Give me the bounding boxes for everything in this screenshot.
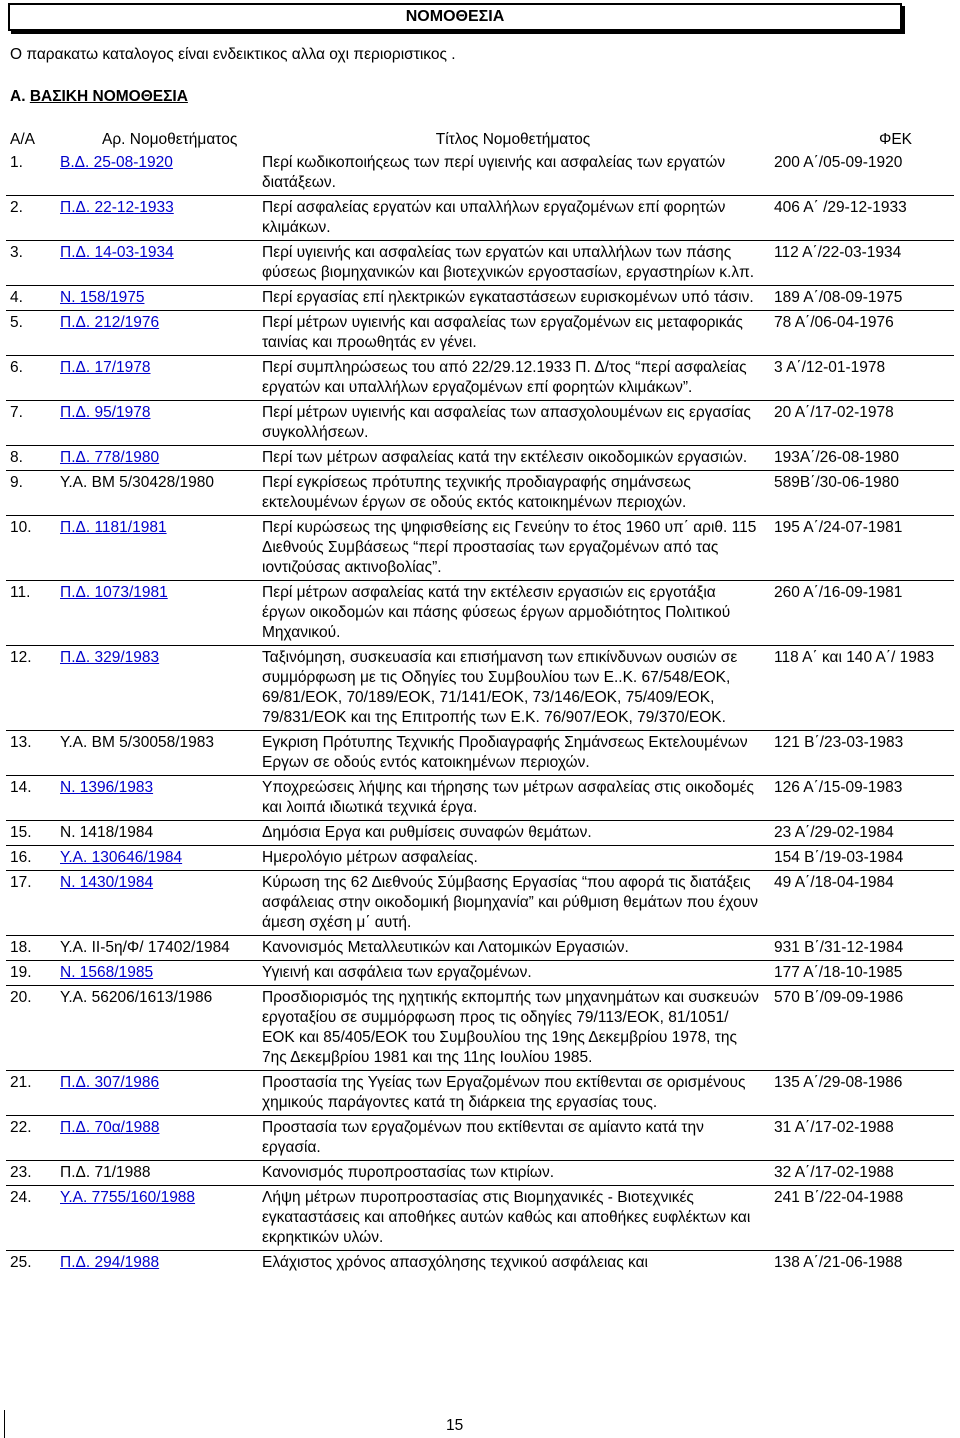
- table-row: [6, 776, 954, 821]
- row-title: Περί εγκρίσεως πρότυπης τεχνικής προδιαγραφής σημάνσεως εκτελουμένων έργων σε οδούς εκτός κατοικημένων περιοχών.: [258, 471, 768, 516]
- reference-text: Υ.Α. ΒΜ 5/30058/1983: [60, 734, 214, 751]
- row-reference: [58, 1251, 258, 1276]
- reference-text: Υ.Α. 56206/1613/1986: [60, 989, 213, 1006]
- page-number: 15: [446, 1417, 464, 1434]
- row-reference: [58, 471, 258, 516]
- row-title: Κανονισμός πυροπροστασίας των κτιρίων.: [258, 1161, 768, 1186]
- row-fek: 3 Α΄/12-01-1978: [768, 356, 954, 401]
- table-body: [6, 151, 954, 1275]
- row-fek: 154 Β΄/19-03-1984: [768, 846, 954, 871]
- table-row: [6, 1251, 954, 1276]
- row-fek: 406 Α΄ /29-12-1933: [768, 196, 954, 241]
- table-row: [6, 446, 954, 471]
- row-reference: [58, 1116, 258, 1161]
- row-number: 22.: [6, 1116, 58, 1161]
- page-title: ΝΟΜΟΘΕΣΙΑ: [8, 3, 902, 31]
- row-fek: 121 Β΄/23-03-1983: [768, 731, 954, 776]
- header-ref: Αρ. Νομοθετήματος: [102, 131, 238, 148]
- row-fek: 177 Α΄/18-10-1985: [768, 961, 954, 986]
- table-row: [6, 936, 954, 961]
- row-number: 10.: [6, 516, 58, 581]
- table-row: [6, 471, 954, 516]
- reference-link[interactable]: Π.Δ. 778/1980: [60, 449, 160, 466]
- row-number: 5.: [6, 311, 58, 356]
- row-number: 2.: [6, 196, 58, 241]
- row-reference: [58, 196, 258, 241]
- row-reference: [58, 241, 258, 286]
- row-fek: 570 Β΄/09-09-1986: [768, 986, 954, 1071]
- reference-link[interactable]: Π.Δ. 1181/1981: [60, 519, 167, 536]
- row-fek: 193Α΄/26-08-1980: [768, 446, 954, 471]
- row-fek: 260 Α΄/16-09-1981: [768, 581, 954, 646]
- row-number: 18.: [6, 936, 58, 961]
- row-number: 17.: [6, 871, 58, 936]
- reference-link[interactable]: Π.Δ. 329/1983: [60, 649, 160, 666]
- row-title: Περί υγιεινής και ασφαλείας των εργατών και υπαλλήλων των πάσης φύσεως βιομηχανικών και βιοτεχνικών εργοστασίων, εργαστηρίων κ.λπ.: [258, 241, 768, 286]
- row-title: Δημόσια Εργα και ρυθμίσεις συναφών θεμάτων.: [258, 821, 768, 846]
- row-reference: [58, 776, 258, 821]
- table-row: [6, 581, 954, 646]
- row-title: Προστασία των εργαζομένων που εκτίθενται σε αμίαντο κατά την εργασία.: [258, 1116, 768, 1161]
- row-fek: 49 Α΄/18-04-1984: [768, 871, 954, 936]
- row-fek: 138 Α΄/21-06-1988: [768, 1251, 954, 1276]
- table-row: [6, 516, 954, 581]
- row-title: Περί ασφαλείας εργατών και υπαλλήλων εργαζομένων επί φορητών κλιμάκων.: [258, 196, 768, 241]
- row-fek: 20 Α΄/17-02-1978: [768, 401, 954, 446]
- row-fek: 589Β΄/30-06-1980: [768, 471, 954, 516]
- reference-text: Ν. 1418/1984: [60, 824, 154, 841]
- row-number: 25.: [6, 1251, 58, 1276]
- reference-link[interactable]: Ν. 1430/1984: [60, 874, 154, 891]
- row-title: Εγκριση Πρότυπης Τεχνικής Προδιαγραφής Σημάνσεως Εκτελουμένων Εργων σε οδούς εντός κατοικημένων περιοχών.: [258, 731, 768, 776]
- row-title: Λήψη μέτρων πυροπροστασίας στις Βιομηχανικές - Βιοτεχνικές εγκαταστάσεις και αποθήκες αυτών καθώς και αποθήκες ευφλέκτων και εκρηκτικών υλών.: [258, 1186, 768, 1251]
- row-number: 3.: [6, 241, 58, 286]
- row-fek: 200 Α΄/05-09-1920: [774, 154, 903, 171]
- table-row: [6, 1116, 954, 1161]
- row-reference: [58, 356, 258, 401]
- section-heading: [10, 88, 188, 106]
- table-row: [6, 646, 954, 731]
- reference-link[interactable]: Π.Δ. 294/1988: [60, 1254, 160, 1271]
- row-reference: [58, 1071, 258, 1116]
- reference-link[interactable]: Ν. 1396/1983: [60, 779, 154, 796]
- row-number: 11.: [6, 581, 58, 646]
- intro-text: Ο παρακατω καταλογος είναι ενδεικτικος αλλα οχι περιοριστικος .: [10, 46, 456, 63]
- table-row: [6, 196, 954, 241]
- row-title: Περί κυρώσεως της ψηφισθείσης εις Γενεύην το έτος 1960 υπ΄ αριθ. 115 Διεθνούς Συμβάσεως “περί προστασίας των εργαζομένων από τας ιοντιζούσας ακτινοβολίας”.: [258, 516, 768, 581]
- table-row: [6, 356, 954, 401]
- row-number: 4.: [6, 286, 58, 311]
- table-row: [6, 1186, 954, 1251]
- row-title: Περί κωδικοποιήςεως των περί υγιεινής και ασφαλείας των εργατών διατάξεων.: [262, 154, 726, 191]
- table-row: [6, 241, 954, 286]
- row-number: 20.: [6, 986, 58, 1071]
- reference-link[interactable]: Υ.Α. 7755/160/1988: [60, 1189, 196, 1206]
- table-row: [6, 961, 954, 986]
- table-row: [6, 821, 954, 846]
- row-number: 13.: [6, 731, 58, 776]
- row-number: 15.: [6, 821, 58, 846]
- reference-text: Π.Δ. 71/1988: [60, 1164, 151, 1181]
- row-number: 14.: [6, 776, 58, 821]
- row-number: 9.: [6, 471, 58, 516]
- row-fek: 32 Α΄/17-02-1988: [768, 1161, 954, 1186]
- reference-link[interactable]: Π.Δ. 1073/1981: [60, 584, 168, 601]
- header-fek: ΦΕΚ: [878, 131, 912, 148]
- row-number: 24.: [6, 1186, 58, 1251]
- table-row: [6, 846, 954, 871]
- reference-link[interactable]: Π.Δ. 95/1978: [60, 404, 151, 421]
- row-fek: 126 Α΄/15-09-1983: [768, 776, 954, 821]
- row-reference: [58, 936, 258, 961]
- row-number: 16.: [6, 846, 58, 871]
- row-number: 21.: [6, 1071, 58, 1116]
- reference-link[interactable]: Β.Δ. 25-08-1920: [60, 154, 173, 171]
- row-fek: 241 Β΄/22-04-1988: [768, 1186, 954, 1251]
- row-number: 19.: [6, 961, 58, 986]
- row-fek: 118 Α΄ και 140 Α΄/ 1983: [768, 646, 954, 731]
- row-title: Υγιεινή και ασφάλεια των εργαζομένων.: [258, 961, 768, 986]
- table-row: [6, 1071, 954, 1116]
- reference-link[interactable]: Π.Δ. 70α/1988: [60, 1119, 160, 1136]
- row-number: 8.: [6, 446, 58, 471]
- row-reference: [58, 821, 258, 846]
- legislation-table: [6, 129, 954, 1275]
- row-title: Προσδιορισμός της ηχητικής εκπομπής των μηχανημάτων και συσκευών εργοταξίου σε συμμόρφωση προς τις οδηγίες 79/113/ΕΟΚ, 81/1051/ΕΟΚ και 85/405/ΕΟΚ του Συμβουλίου της 19ης Δεκεμβρίου 1978, της 7ης Δεκεμβρίου 1981 και της 11ης Ιουλίου 1985.: [258, 986, 768, 1071]
- row-reference: [58, 581, 258, 646]
- row-title: Κύρωση της 62 Διεθνούς Σύμβασης Εργασίας “που αφορά τις διατάξεις ασφάλειας στην οικοδομική βιομηχανία” και ρύθμιση θεμάτων που έχουν άμεση σχέση μ΄ αυτή.: [258, 871, 768, 936]
- reference-link[interactable]: Ν. 1568/1985: [60, 964, 154, 981]
- row-fek: 195 Α΄/24-07-1981: [768, 516, 954, 581]
- reference-text: Υ.Α. ΒΜ 5/30428/1980: [60, 474, 214, 491]
- row-reference: [58, 1161, 258, 1186]
- row-number: 12.: [6, 646, 58, 731]
- row-fek: 189 Α΄/08-09-1975: [768, 286, 954, 311]
- row-title: Κανονισμός Μεταλλευτικών και Λατομικών Εργασιών.: [258, 936, 768, 961]
- reference-link[interactable]: Ν. 158/1975: [60, 289, 145, 306]
- header-num: Α/Α: [10, 131, 35, 148]
- row-title: Περί συμπληρώσεως του από 22/29.12.1933 Π. Δ/τος “περί ασφαλείας εργατών και υπαλλήλων εργαζομένων επί φορητών κλιμάκων”.: [258, 356, 768, 401]
- reference-link[interactable]: Π.Δ. 17/1978: [60, 359, 151, 376]
- row-title: Ελάχιστος χρόνος απασχόλησης τεχνικού ασφάλειας και: [258, 1251, 768, 1276]
- row-reference: [58, 1186, 258, 1251]
- reference-link[interactable]: Π.Δ. 14-03-1934: [60, 244, 174, 261]
- row-number: 7.: [6, 401, 58, 446]
- reference-link[interactable]: Π.Δ. 22-12-1933: [60, 199, 174, 216]
- row-title: Περί των μέτρων ασφαλείας κατά την εκτέλεσιν οικοδομικών εργασιών.: [258, 446, 768, 471]
- row-title: Υποχρεώσεις λήψης και τήρησης των μέτρων ασφαλείας στις οικοδομές και λοιπά ιδιωτικά τεχνικά έργα.: [258, 776, 768, 821]
- row-number: 1.: [10, 154, 23, 171]
- row-number: 23.: [6, 1161, 58, 1186]
- row-reference: [58, 401, 258, 446]
- left-border-line: [4, 1410, 5, 1438]
- row-title: Ημερολόγιο μέτρων ασφαλείας.: [258, 846, 768, 871]
- row-reference: [58, 871, 258, 936]
- row-reference: [58, 286, 258, 311]
- row-number: 6.: [6, 356, 58, 401]
- row-reference: [58, 311, 258, 356]
- row-fek: 23 Α΄/29-02-1984: [768, 821, 954, 846]
- table-row: [6, 151, 954, 196]
- table-row: [6, 731, 954, 776]
- table-row: [6, 1161, 954, 1186]
- table-row: [6, 311, 954, 356]
- row-fek: 31 Α΄/17-02-1988: [768, 1116, 954, 1161]
- header-title: Τίτλος Νομοθετήματος: [435, 131, 591, 148]
- table-row: [6, 401, 954, 446]
- row-title: Προστασία της Υγείας των Εργαζομένων που εκτίθενται σε ορισμένους χημικούς παράγοντες κατά τη διάρκεια της εργασίας τους.: [258, 1071, 768, 1116]
- reference-link[interactable]: Π.Δ. 212/1976: [60, 314, 160, 331]
- section-prefix: Α.: [10, 88, 30, 105]
- reference-text: Υ.Α. ΙΙ-5η/Φ/ 17402/1984: [60, 939, 230, 956]
- row-title: Περί μέτρων υγιεινής και ασφαλείας των απασχολουμένων εις εργασίας συγκολλήσεων.: [258, 401, 768, 446]
- row-reference: [58, 446, 258, 471]
- row-fek: 135 Α΄/29-08-1986: [768, 1071, 954, 1116]
- table-header-row: [6, 129, 954, 151]
- row-reference: [58, 846, 258, 871]
- row-reference: [58, 986, 258, 1071]
- table-row: [6, 871, 954, 936]
- row-reference: [58, 646, 258, 731]
- row-title: Περί μέτρων ασφαλείας κατά την εκτέλεσιν εργασιών εις εργοτάξια έργων οικοδομών και πάσης φύσεως έργων αρμοδιότητος Πολιτικού Μηχανικού.: [258, 581, 768, 646]
- table-row: [6, 286, 954, 311]
- section-label: ΒΑΣΙΚΗ ΝΟΜΟΘΕΣΙΑ: [29, 88, 188, 105]
- reference-link[interactable]: Π.Δ. 307/1986: [60, 1074, 160, 1091]
- row-reference: [58, 731, 258, 776]
- reference-link[interactable]: Υ.Α. 130646/1984: [60, 849, 183, 866]
- row-reference: [58, 516, 258, 581]
- row-title: Περί εργασίας επί ηλεκτρικών εγκαταστάσεων ευρισκομένων υπό τάσιν.: [258, 286, 768, 311]
- row-reference: [58, 961, 258, 986]
- row-title: Περί μέτρων υγιεινής και ασφαλείας των εργαζομένων εις μεταφορικάς ταινίας και προωθητάς εν γένει.: [258, 311, 768, 356]
- row-reference: [58, 151, 258, 196]
- row-fek: 112 Α΄/22-03-1934: [768, 241, 954, 286]
- row-fek: 78 Α΄/06-04-1976: [768, 311, 954, 356]
- table-row: [6, 986, 954, 1071]
- row-title: Ταξινόμηση, συσκευασία και επισήμανση των επικίνδυνων ουσιών σε συμμόρφωση με τις Οδηγίες του Συμβουλίου των Ε..Κ. 67/548/ΕΟΚ, 69/81/ΕΟΚ, 70/189/ΕΟΚ, 71/141/ΕΟΚ, 73/146/ΕΟΚ, 75/409/ΕΟΚ, 79/831/ΕΟΚ και της Επιτροπής των Ε.Κ. 76/907/ΕΟΚ, 79/370/ΕΟΚ.: [258, 646, 768, 731]
- row-fek: 931 Β΄/31-12-1984: [768, 936, 954, 961]
